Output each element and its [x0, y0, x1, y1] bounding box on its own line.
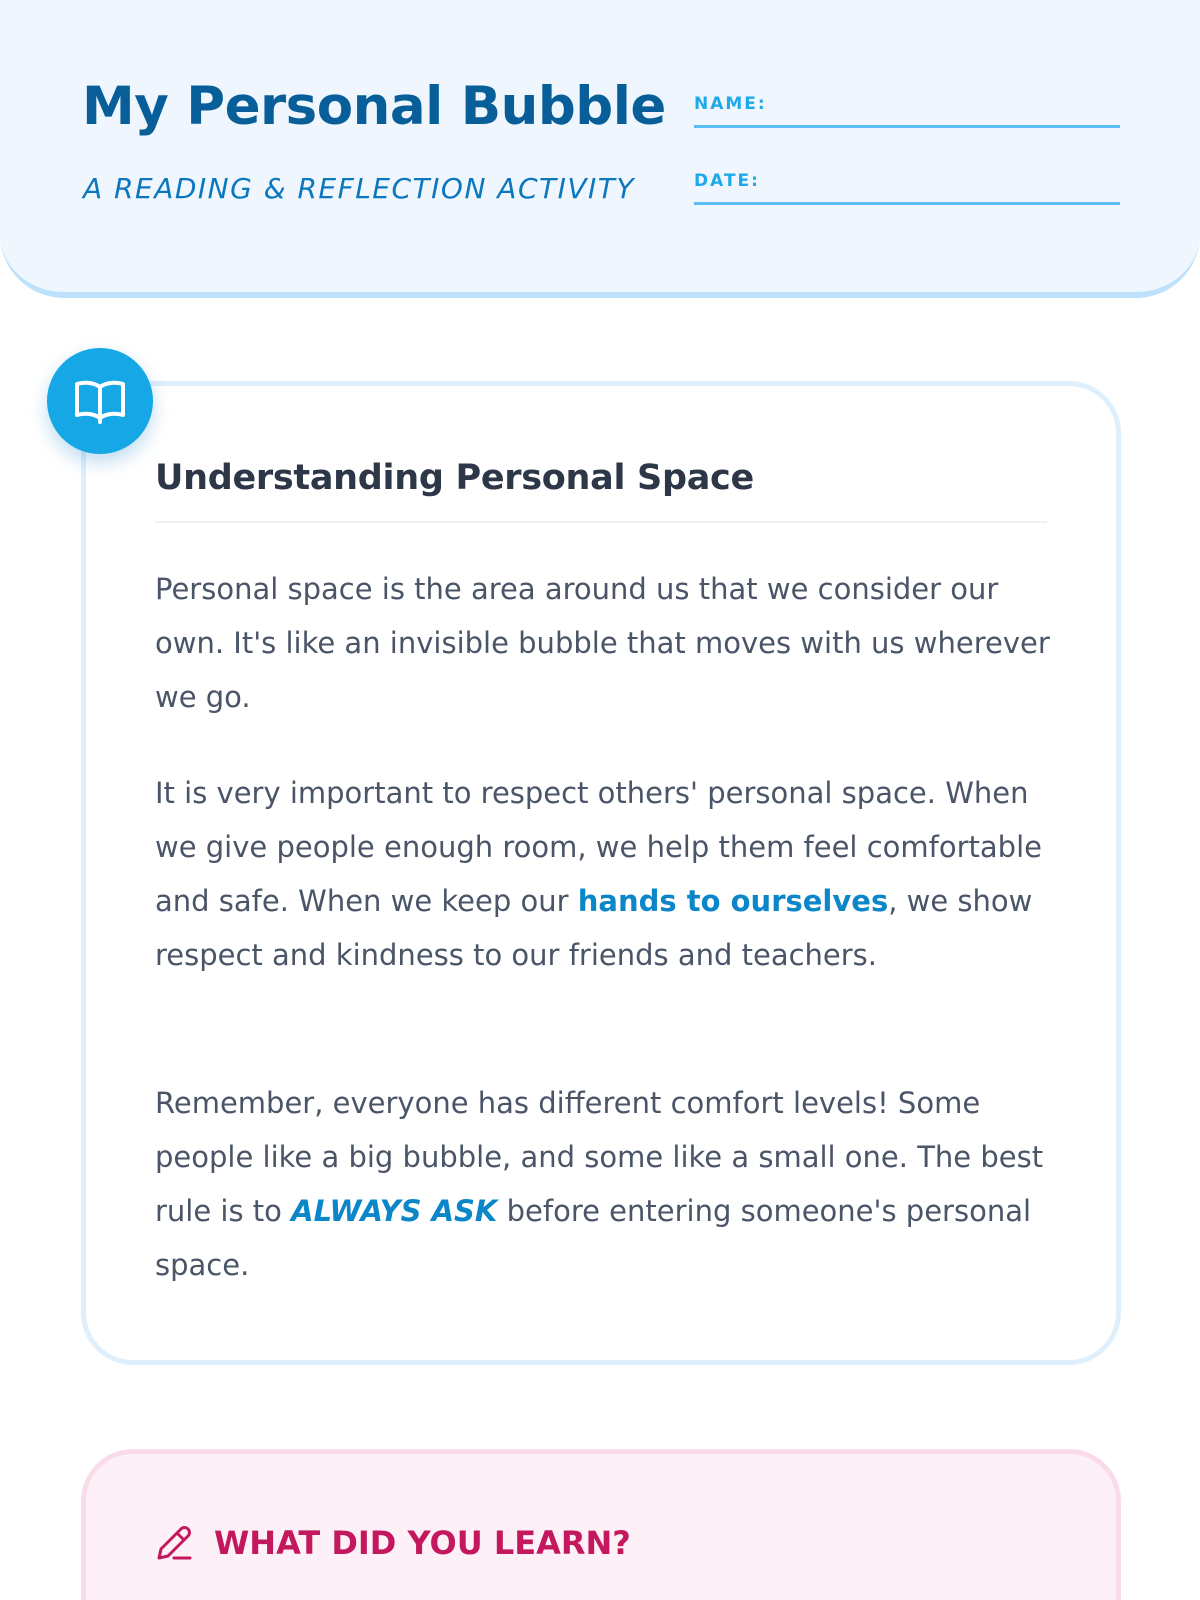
page-title: My Personal Bubble [82, 76, 666, 137]
paragraph-3 [155, 1076, 1055, 1292]
paragraph-3-text-a: Remember, everyone has different comfort levels! Some people like a big bubble, and some like a small one. The best rule is to [155, 1086, 1044, 1228]
section-title: Understanding Personal Space [155, 458, 754, 498]
reflection-title: WHAT DID YOU LEARN? [214, 1524, 631, 1562]
highlight-hands-to-ourselves: hands to ourselves [577, 884, 889, 918]
paragraph-3-text-b: before entering someone's personal space. [155, 1194, 1032, 1282]
section-divider [155, 521, 1047, 523]
highlight-always-ask: ALWAYS ASK [291, 1194, 498, 1228]
paragraph-1: Personal space is the area around us that we consider our own. It's like an invisible bubble that moves with us wherever we go. [155, 572, 1050, 714]
worksheet-header [0, 0, 1200, 298]
date-label: DATE: [694, 171, 760, 191]
name-field[interactable] [694, 94, 1120, 128]
page-subtitle: A READING & REFLECTION ACTIVITY [83, 172, 635, 205]
paragraph-2-text-b: , we show respect and kindness to our friends and teachers. [155, 884, 1033, 972]
open-book-icon [47, 348, 153, 454]
date-field[interactable] [694, 171, 1120, 205]
paragraph-2-text-a: It is very important to respect others' personal space. When we give people enough room, we help them feel comfortable and safe. When we keep our [155, 776, 1042, 918]
name-label: NAME: [694, 94, 767, 114]
pencil-icon [155, 1524, 193, 1562]
paragraph-2 [155, 766, 1055, 982]
